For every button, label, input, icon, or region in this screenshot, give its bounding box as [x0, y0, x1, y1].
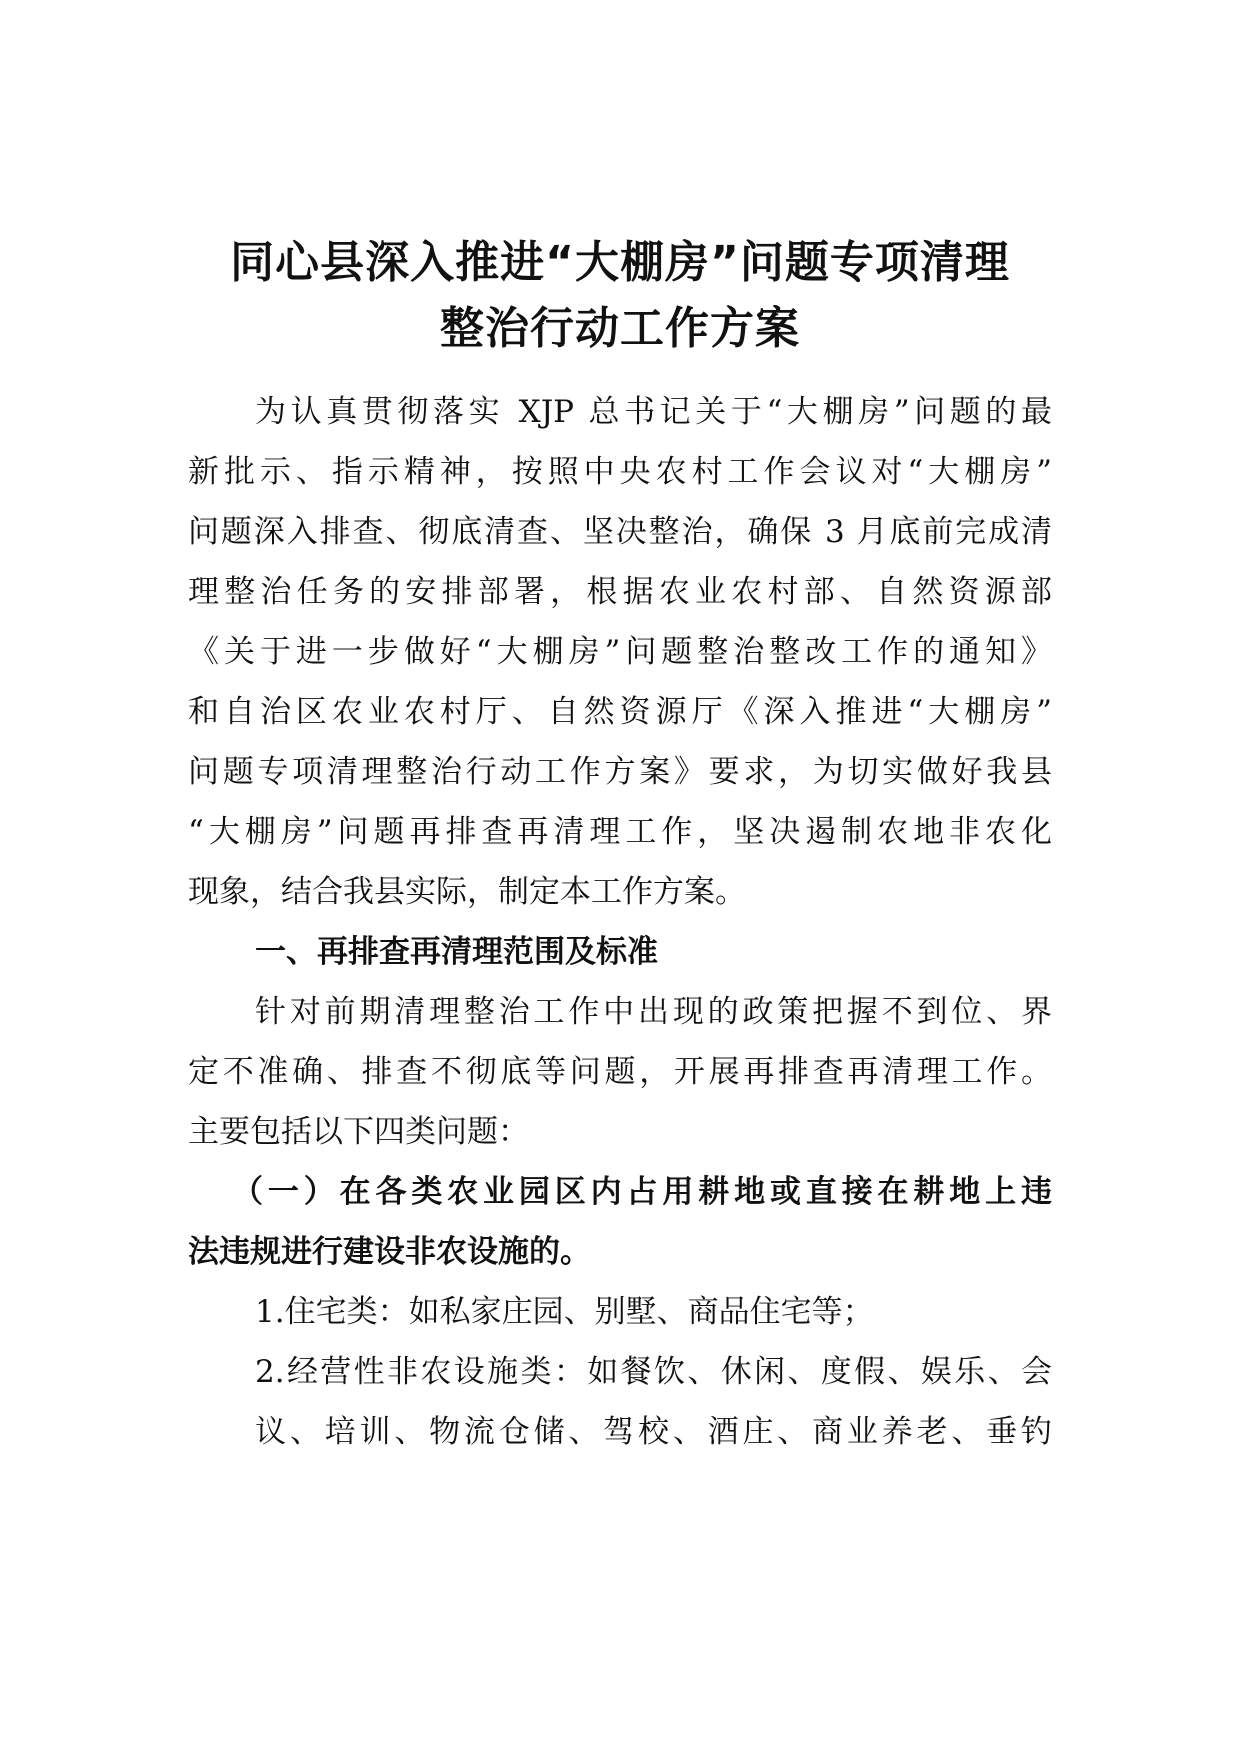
list-item: 2.经营性非农设施类：如餐饮、休闲、度假、娱乐、会 — [255, 1354, 1052, 1390]
paragraph-line: “大棚房”问题再排查再清理工作，坚决遏制农地非农化 — [188, 814, 1052, 850]
paragraph-line: 现象，结合我县实际，制定本工作方案。 — [188, 874, 746, 910]
paragraph-line: 《关于进一步做好“大棚房”问题整治整改工作的通知》 — [188, 634, 1052, 670]
paragraph-line: 为认真贯彻落实 XJP 总书记关于“大棚房”问题的最 — [255, 394, 1052, 430]
paragraph-line: 问题深入排查、彻底清查、坚决整治，确保 3 月底前完成清 — [188, 514, 1052, 550]
paragraph-line: 定不准确、排查不彻底等问题，开展再排查再清理工作。 — [188, 1054, 1052, 1090]
paragraph-line: 针对前期清理整治工作中出现的政策把握不到位、界 — [255, 994, 1052, 1030]
list-item-continuation: 议、培训、物流仓储、驾校、酒庄、商业养老、垂钓 — [255, 1414, 1052, 1450]
subsection-heading-line: （一）在各类农业园区内占用耕地或直接在耕地上违 — [232, 1174, 1052, 1210]
paragraph-line: 问题专项清理整治行动工作方案》要求，为切实做好我县 — [188, 754, 1052, 790]
paragraph-line: 新批示、指示精神，按照中央农村工作会议对“大棚房” — [188, 454, 1052, 490]
document-title-line-1: 同心县深入推进“大棚房”问题专项清理 — [230, 237, 1010, 288]
section-heading: 一、再排查再清理范围及标准 — [255, 934, 658, 970]
paragraph-line: 和自治区农业农村厅、自然资源厅《深入推进“大棚房” — [188, 694, 1052, 730]
list-item: 1.住宅类：如私家庄园、别墅、商品住宅等； — [255, 1294, 874, 1330]
document-title-line-2: 整治行动工作方案 — [440, 303, 800, 354]
paragraph-line: 主要包括以下四类问题： — [188, 1114, 529, 1150]
paragraph-line: 理整治任务的安排部署，根据农业农村部、自然资源部 — [188, 574, 1052, 610]
subsection-heading-line: 法违规进行建设非农设施的。 — [188, 1234, 591, 1270]
